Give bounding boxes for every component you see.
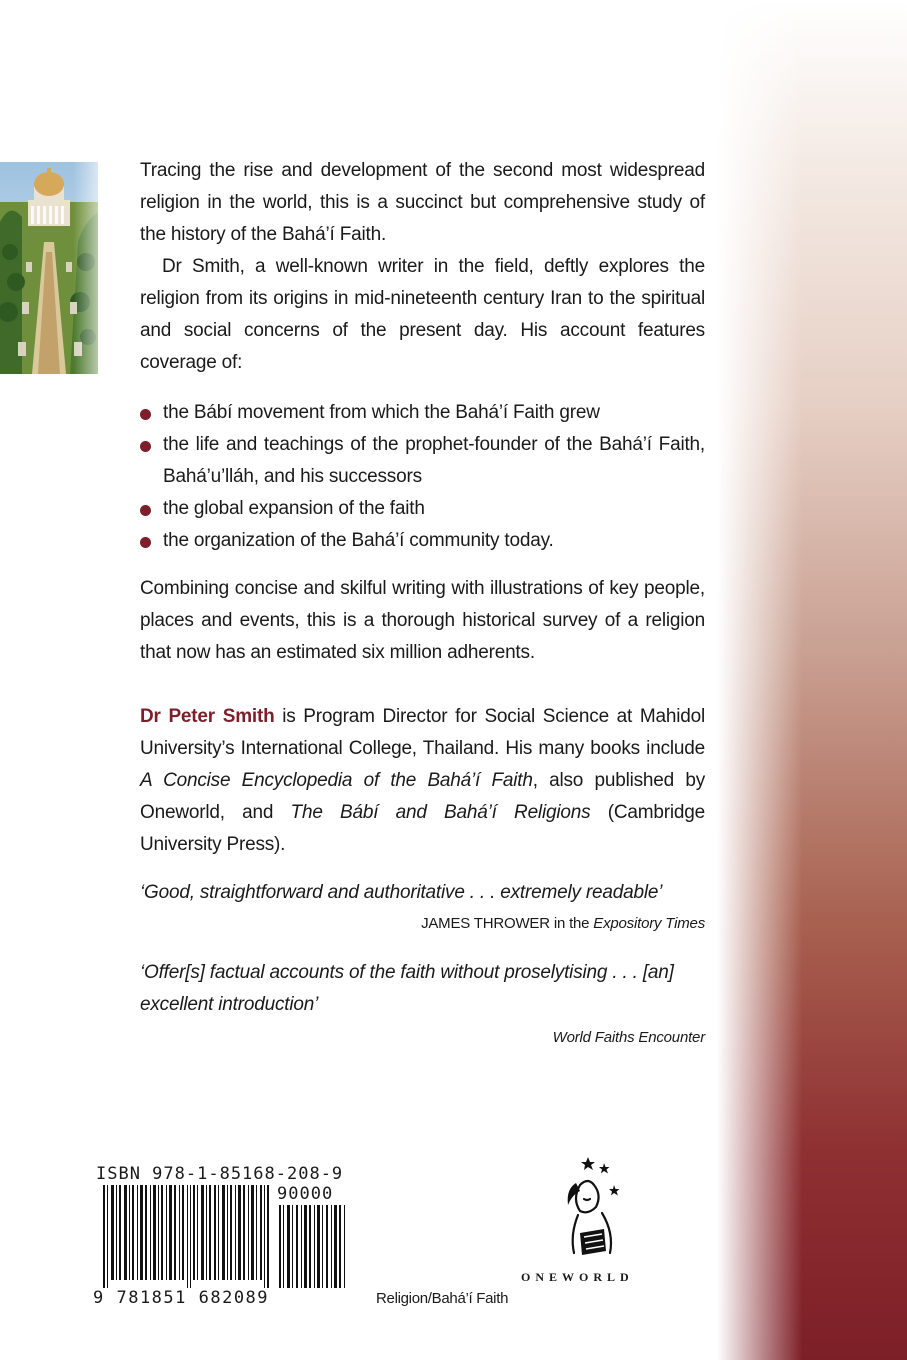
- list-item: the Bábí movement from which the Bahá’í Faith grew: [140, 397, 705, 429]
- blurb-para-3-block: [140, 573, 705, 669]
- review-2: [140, 957, 705, 1049]
- publisher-name: ONEWORLD: [521, 1270, 634, 1284]
- list-item: the life and teachings of the prophet-founder of the Bahá’í Faith, Bahá’u’lláh, and his successors: [140, 429, 705, 493]
- review-1: [140, 877, 705, 935]
- blurb: [140, 155, 705, 379]
- bullet-icon: [140, 505, 151, 516]
- list-item: the global expansion of the faith: [140, 493, 705, 525]
- barcode: [93, 1185, 353, 1288]
- review-quote: ‘Good, straightforward and authoritative . . . extremely readable’: [140, 882, 663, 903]
- review-quote: ‘Offer[s] factual accounts of the faith without proselytising . . . [an] excellent introduction’: [140, 962, 674, 1015]
- blurb-para-3: Combining concise and skilful writing with illustrations of key people, places and events, this is a thorough historical survey of a religion that now has an estimated six million adherents.: [140, 578, 705, 663]
- list-item: the organization of the Bahá’í community today.: [140, 525, 705, 557]
- review-attribution: World Faiths Encounter: [552, 1029, 705, 1046]
- coverage-list: [140, 397, 705, 557]
- author-bio: Dr Peter Smith is Program Director for Social Science at Mahidol University’s International College, Thailand. His many books include A Concise Encyclopedia of the Bahá’í Faith, also published by Oneworld, and The Bábí and Bahá’í Religions (Cambridge University Press).: [140, 706, 705, 855]
- barcode-digits: 9 781851 682089: [93, 1288, 270, 1308]
- bullet-icon: [140, 409, 151, 420]
- blurb-para-2: Dr Smith, a well-known writer in the field, deftly explores the religion from its origins in mid-nineteenth century Iran to the spiritual and social concerns of the present day. His account features coverage of:: [140, 256, 705, 373]
- spine-gradient: [717, 0, 907, 1360]
- blurb-para-1: Tracing the rise and development of the second most widespread religion in the world, this is a succinct but comprehensive study of the history of the Bahá’í Faith.: [140, 160, 705, 245]
- bullet-icon: [140, 537, 151, 548]
- review-attribution: JAMES THROWER in the Expository Times: [421, 915, 705, 932]
- category-label: Religion/Bahá’í Faith: [376, 1290, 509, 1307]
- book-title: The Bábí and Bahá’í Religions: [290, 802, 591, 823]
- author-name: Dr Peter Smith: [140, 706, 275, 727]
- reading-figure-logo-icon: [558, 1155, 630, 1260]
- shrine-photo: [0, 162, 98, 374]
- price-code: 90000: [277, 1184, 334, 1204]
- isbn-label: ISBN 978-1-85168-208-9: [96, 1164, 344, 1184]
- bullet-icon: [140, 441, 151, 452]
- coverage-list-block: [140, 397, 705, 557]
- book-title: A Concise Encyclopedia of the Bahá’í Faith: [140, 770, 533, 791]
